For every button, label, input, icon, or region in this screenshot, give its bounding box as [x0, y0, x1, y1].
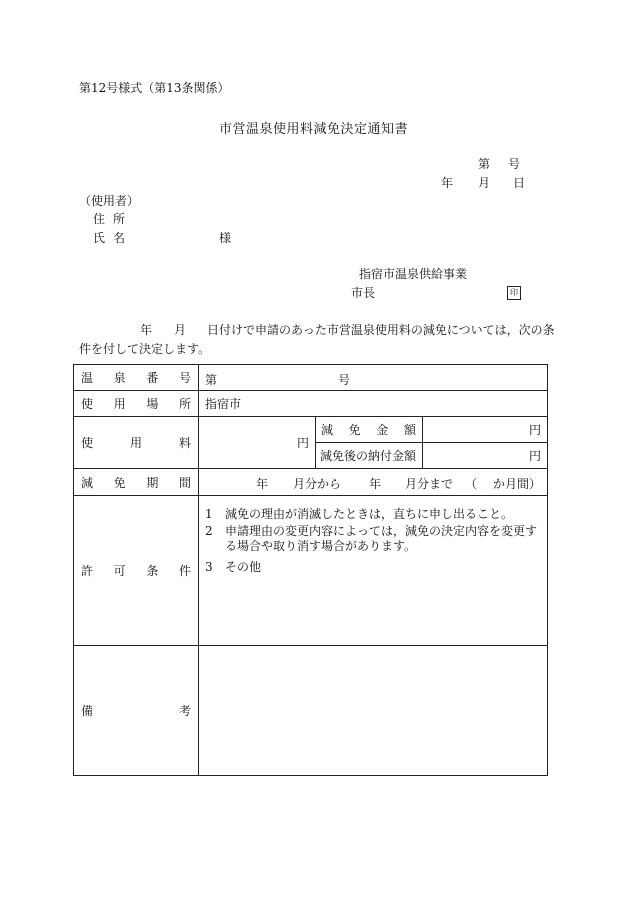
reduction-amount-value: 円: [423, 417, 548, 443]
intro-line2: 件を付して決定します。: [79, 342, 211, 356]
label-after-payment: 減免後の納付金額: [316, 443, 423, 469]
label-fee: 使 用 料: [74, 417, 199, 469]
date-year: 年: [441, 176, 454, 190]
label-conditions: 許 可 条 件: [74, 496, 199, 646]
spring-number-value: 第 号: [199, 365, 548, 391]
label-spring-number: 温 泉 番 号: [74, 365, 199, 391]
label-location: 使 用 場 所: [74, 391, 199, 417]
seal-mark: 印: [507, 286, 521, 300]
period-value: 年 月分から 年 月分まで （ か月間）: [199, 469, 548, 496]
row-conditions: [74, 496, 548, 646]
intro-year: 年: [140, 323, 153, 337]
label-reduction-amount: 減 免 金 額: [316, 417, 423, 443]
name-label-2: 名: [113, 231, 126, 245]
condition-item: 1 減免の理由が消滅したときは，直ちに申し出ること。: [205, 507, 514, 521]
issuer-title: 市長: [351, 286, 376, 300]
address-label-2: 所: [113, 212, 126, 226]
recipient-label: （使用者）: [79, 194, 140, 208]
form-table: [73, 364, 548, 776]
location-value: 指宿市: [199, 391, 548, 417]
row-period: [74, 469, 548, 496]
date-day: 日: [513, 176, 526, 190]
address-label-1: 住: [93, 212, 106, 226]
row-location: [74, 391, 548, 417]
condition-item: 3 その他: [205, 560, 262, 574]
form-number: 第12号様式（第13条関係）: [79, 81, 230, 95]
doc-number-prefix: 第: [478, 157, 491, 171]
condition-item: 2 申請理由の変更内容によっては，減免の決定内容を変更する場合や取り消す場合があります。: [205, 524, 538, 553]
after-payment-value: 円: [423, 443, 548, 469]
date-month: 月: [478, 176, 491, 190]
fee-value: 円: [199, 417, 316, 469]
page-title: 市営温泉使用料減免決定通知書: [219, 122, 409, 137]
honorific: 様: [219, 231, 232, 245]
row-remarks: [74, 646, 548, 776]
conditions-list: [199, 496, 548, 646]
row-fee-1: [74, 417, 548, 443]
row-spring-number: [74, 365, 548, 391]
label-remarks: 備 考: [74, 646, 199, 776]
doc-number-suffix: 号: [508, 157, 521, 171]
name-label-1: 氏: [93, 231, 106, 245]
intro-month: 月: [174, 323, 187, 337]
issuer-org: 指宿市温泉供給事業: [359, 267, 468, 281]
label-period: 減 免 期 間: [74, 469, 199, 496]
intro-line1: 日付けで申請のあった市営温泉使用料の減免については，次の条: [207, 323, 555, 337]
remarks-value[interactable]: [199, 646, 548, 776]
